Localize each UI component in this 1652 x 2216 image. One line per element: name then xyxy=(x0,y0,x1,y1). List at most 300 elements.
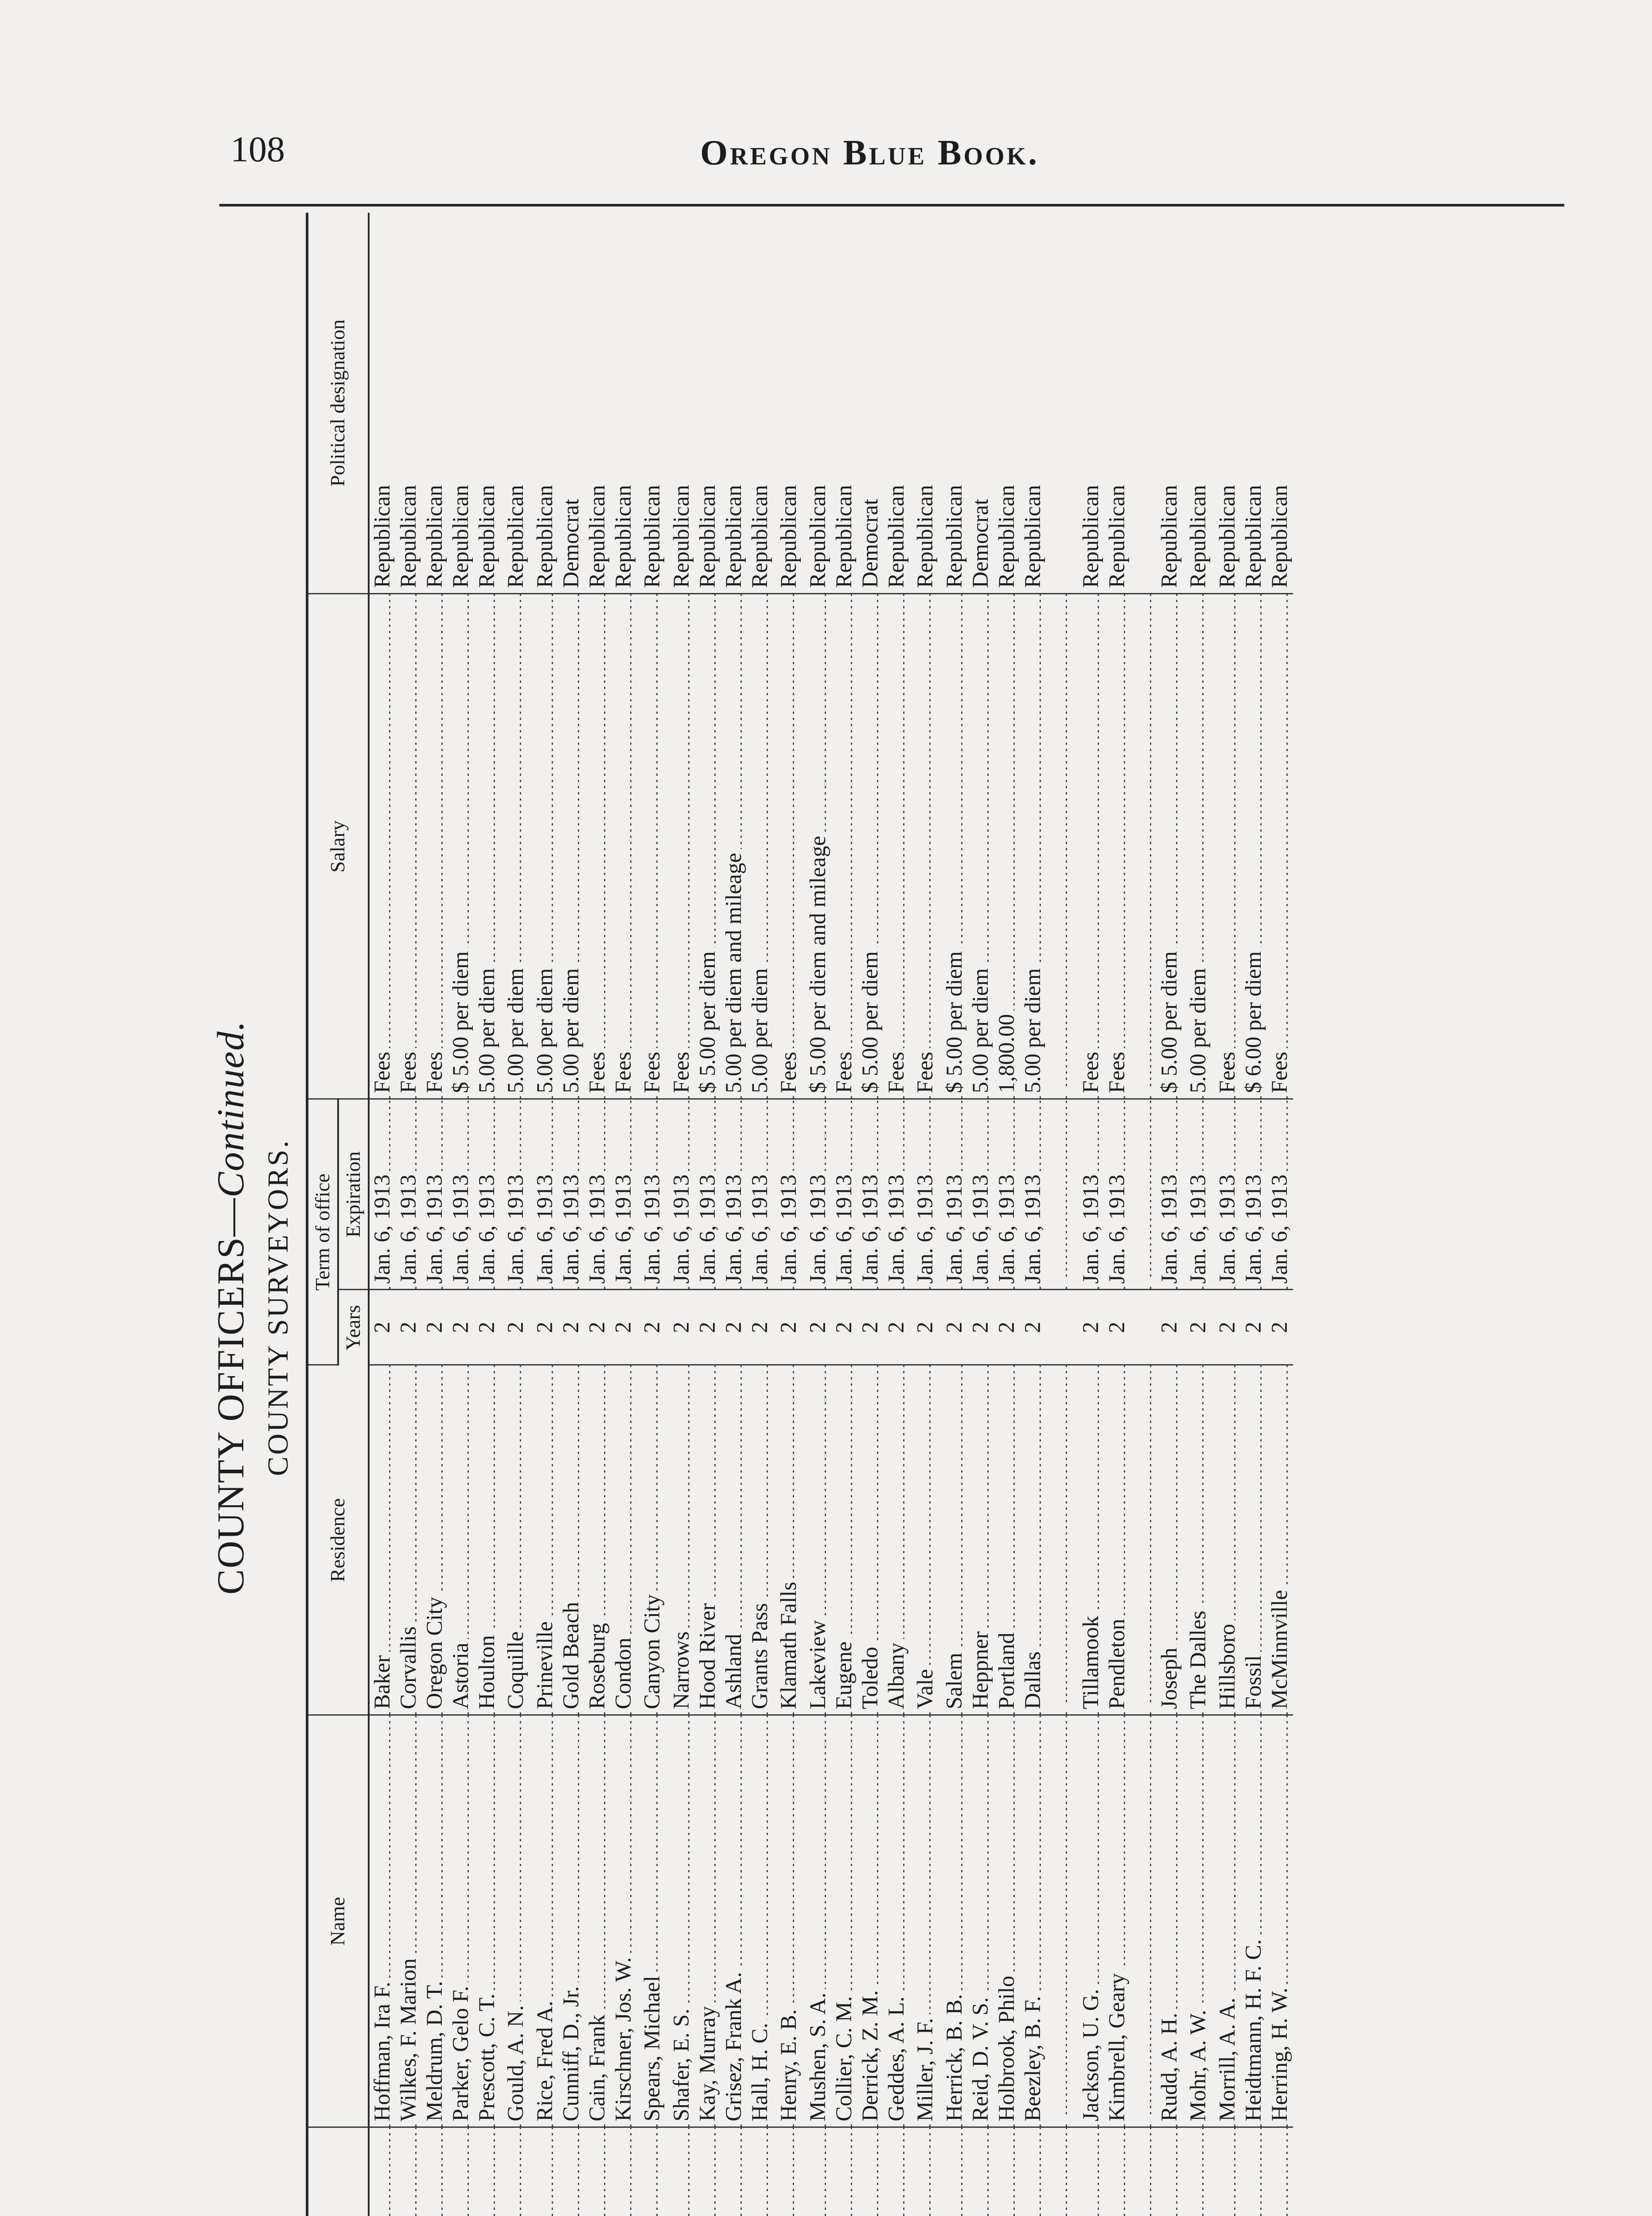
expiration-cell xyxy=(396,1099,422,1290)
political-cell-text: Republican xyxy=(503,485,529,588)
years-cell xyxy=(747,1290,773,1365)
political-cell-text: Republican xyxy=(1241,485,1266,588)
name-cell-text: Mohr, A. W. xyxy=(1186,2006,1211,2122)
expiration-cell-text: Jan. 6, 1913 xyxy=(1105,1171,1130,1284)
residence-cell xyxy=(721,1365,747,1715)
residence-cell xyxy=(1157,1365,1183,1715)
political-cell xyxy=(857,213,884,594)
table-row xyxy=(942,213,968,2216)
salary-cell-text: 5.00 per diem and mileage xyxy=(721,849,746,1093)
salary-cell xyxy=(1020,594,1046,1099)
name-cell xyxy=(884,1715,910,2127)
name-cell-text: Grisez, Frank A. xyxy=(721,1968,746,2121)
political-cell-text: Republican xyxy=(831,485,857,588)
header-salary: Salary xyxy=(307,594,369,1099)
title-main: COUNTY OFFICERS— xyxy=(209,1197,252,1595)
table-row xyxy=(611,213,637,2216)
expiration-cell-text: Jan. 6, 1913 xyxy=(475,1171,499,1284)
name-cell-text: Herring, H. W. xyxy=(1267,1984,1292,2122)
salary-cell xyxy=(1157,594,1183,1099)
expiration-cell xyxy=(1104,1099,1130,1290)
political-cell-text: Republican xyxy=(695,485,720,588)
table-row xyxy=(721,213,747,2216)
salary-cell-text: $ 5.00 per diem xyxy=(448,948,473,1093)
name-cell xyxy=(422,1715,448,2127)
expiration-cell-text: Jan. 6, 1913 xyxy=(370,1171,395,1284)
residence-cell xyxy=(369,1365,396,1715)
expiration-cell xyxy=(910,1099,942,1290)
county-cell xyxy=(773,2127,805,2216)
salary-cell xyxy=(1046,594,1078,1099)
salary-cell-text: Fees xyxy=(1267,1048,1292,1093)
expiration-cell-text: Jan. 6, 1913 xyxy=(559,1171,584,1284)
residence-cell xyxy=(558,1365,584,1715)
expiration-cell xyxy=(805,1099,831,1290)
table-row xyxy=(1183,213,1215,2216)
expiration-cell xyxy=(558,1099,584,1290)
salary-cell-text: Fees xyxy=(1079,1048,1103,1093)
years-cell xyxy=(396,1290,422,1365)
residence-cell-text: Coquille xyxy=(503,1628,528,1709)
expiration-cell xyxy=(422,1099,448,1290)
years-cell xyxy=(1104,1290,1130,1365)
years-cell-text: 2 xyxy=(503,1322,529,1333)
table-row xyxy=(558,213,584,2216)
table-row xyxy=(448,213,474,2216)
table-row xyxy=(884,213,910,2216)
expiration-cell xyxy=(1020,1099,1046,1290)
expiration-cell-text: Jan. 6, 1913 xyxy=(640,1171,665,1284)
name-cell-text: Meldrum, D. T. xyxy=(422,1978,447,2122)
table-row xyxy=(968,213,994,2216)
salary-cell xyxy=(747,594,773,1099)
political-cell-text: Republican xyxy=(1215,485,1240,588)
residence-cell xyxy=(994,1365,1020,1715)
political-cell xyxy=(369,213,396,594)
political-cell-text: Republican xyxy=(422,485,447,588)
residence-cell-text: Oregon City xyxy=(422,1593,447,1709)
salary-cell xyxy=(994,594,1020,1099)
salary-cell-text: Fees xyxy=(832,1048,857,1093)
residence-cell xyxy=(1078,1365,1104,1715)
residence-cell-text: Houlton xyxy=(475,1631,499,1709)
name-cell xyxy=(857,1715,884,2127)
residence-cell-text: Lakeview xyxy=(806,1616,830,1709)
header-rule xyxy=(219,204,1564,207)
surveyors-table xyxy=(306,213,1293,2216)
residence-cell xyxy=(1020,1365,1046,1715)
salary-cell xyxy=(474,594,500,1099)
residence-cell xyxy=(396,1365,422,1715)
salary-cell xyxy=(1078,594,1104,1099)
table-subtitle: COUNTY SURVEYORS. xyxy=(262,1139,294,1476)
county-cell xyxy=(1183,2127,1215,2216)
salary-cell xyxy=(942,594,968,1099)
political-cell xyxy=(669,213,695,594)
name-cell-text: Cain, Frank xyxy=(585,2011,610,2122)
county-cell xyxy=(369,2127,396,2216)
salary-cell xyxy=(1104,594,1130,1099)
residence-cell xyxy=(910,1365,942,1715)
name-cell xyxy=(637,1715,669,2127)
salary-cell-text: 5.00 per diem xyxy=(1186,965,1211,1093)
salary-cell-text: 5.00 per diem xyxy=(475,965,499,1093)
residence-cell-text: Corvallis xyxy=(396,1623,421,1709)
name-cell xyxy=(584,1715,611,2127)
years-cell-text: 2 xyxy=(805,1322,830,1333)
expiration-cell-text: Jan. 6, 1913 xyxy=(913,1171,938,1284)
years-cell-text: 2 xyxy=(747,1322,772,1333)
residence-cell xyxy=(857,1365,884,1715)
page-number: 108 xyxy=(230,129,285,169)
salary-cell-text: Fees xyxy=(422,1048,447,1093)
years-cell-text: 2 xyxy=(640,1322,665,1333)
political-cell-text: Republican xyxy=(776,485,802,588)
name-cell-text: Rice, Fred A. xyxy=(533,1998,557,2122)
years-cell-text: 2 xyxy=(942,1322,967,1333)
years-cell xyxy=(1020,1290,1046,1365)
salary-cell-text: Fees xyxy=(669,1048,694,1093)
salary-cell xyxy=(1215,594,1241,1099)
years-cell-text: 2 xyxy=(695,1322,720,1333)
years-cell xyxy=(448,1290,474,1365)
residence-cell-text: Baker xyxy=(370,1652,395,1709)
salary-cell-text: 5.00 per diem xyxy=(748,965,772,1093)
county-cell xyxy=(831,2127,857,2216)
salary-cell-text: $ 5.00 per diem xyxy=(942,948,967,1093)
years-cell xyxy=(369,1290,396,1365)
years-cell-text: 2 xyxy=(1241,1322,1266,1333)
name-cell xyxy=(1104,1715,1130,2127)
residence-cell-text: Roseburg xyxy=(585,1619,610,1709)
residence-cell xyxy=(474,1365,500,1715)
table-row xyxy=(1130,213,1157,2216)
residence-cell xyxy=(1267,1365,1293,1715)
years-cell-text: 2 xyxy=(884,1322,909,1333)
name-cell xyxy=(942,1715,968,2127)
salary-cell xyxy=(910,594,942,1099)
residence-cell xyxy=(1215,1365,1241,1715)
residence-cell-text: Gold Beach xyxy=(559,1598,584,1709)
salary-cell-text: 5.00 per diem xyxy=(1021,965,1045,1093)
residence-cell-text: Eugene xyxy=(832,1638,857,1709)
expiration-cell xyxy=(611,1099,637,1290)
table-row xyxy=(1046,213,1078,2216)
name-cell xyxy=(611,1715,637,2127)
political-cell xyxy=(773,213,805,594)
political-cell xyxy=(1267,213,1293,594)
name-cell xyxy=(721,1715,747,2127)
county-cell xyxy=(637,2127,669,2216)
name-cell xyxy=(1130,1715,1157,2127)
salary-cell xyxy=(773,594,805,1099)
table-row xyxy=(396,213,422,2216)
county-cell xyxy=(747,2127,773,2216)
name-cell-text: Spears, Michael xyxy=(640,1972,665,2122)
political-cell-text: Republican xyxy=(747,485,772,588)
name-cell xyxy=(1020,1715,1046,2127)
residence-cell xyxy=(448,1365,474,1715)
political-cell xyxy=(831,213,857,594)
salary-cell-text: 5.00 per diem xyxy=(503,965,528,1093)
political-cell xyxy=(968,213,994,594)
name-cell-text: Geddes, A. L. xyxy=(884,1993,909,2122)
county-cell xyxy=(422,2127,448,2216)
name-cell xyxy=(910,1715,942,2127)
years-cell-text: 2 xyxy=(370,1322,395,1333)
residence-cell xyxy=(805,1365,831,1715)
salary-cell xyxy=(396,594,422,1099)
table-title xyxy=(208,213,253,2216)
years-cell-text: 2 xyxy=(1020,1322,1045,1333)
residence-cell-text: Astoria xyxy=(448,1639,473,1709)
political-cell xyxy=(637,213,669,594)
years-cell xyxy=(474,1290,500,1365)
salary-cell-text: $ 5.00 per diem xyxy=(1157,948,1182,1093)
expiration-cell xyxy=(500,1099,532,1290)
name-cell-text: Hoffman, Ira F. xyxy=(370,1978,395,2121)
salary-cell xyxy=(1183,594,1215,1099)
expiration-cell xyxy=(474,1099,500,1290)
years-cell xyxy=(669,1290,695,1365)
years-cell xyxy=(805,1290,831,1365)
residence-cell xyxy=(968,1365,994,1715)
political-cell xyxy=(532,213,558,594)
years-cell xyxy=(721,1290,747,1365)
years-cell xyxy=(611,1290,637,1365)
name-cell-text: Cunniff, D., Jr. xyxy=(559,1982,584,2121)
political-cell-text: Democrat xyxy=(558,499,584,588)
salary-cell xyxy=(721,594,747,1099)
name-cell xyxy=(968,1715,994,2127)
name-cell-text: Herrick, B. B. xyxy=(942,1990,967,2122)
name-cell xyxy=(831,1715,857,2127)
expiration-cell xyxy=(1215,1099,1241,1290)
expiration-cell xyxy=(884,1099,910,1290)
political-cell-text: Republican xyxy=(370,485,395,588)
header-name: Name xyxy=(307,1715,369,2127)
county-cell xyxy=(942,2127,968,2216)
rotated-table-block xyxy=(208,213,1555,2216)
name-cell-text: Kirschner, Jos. W. xyxy=(611,1954,636,2122)
political-cell xyxy=(721,213,747,594)
political-cell xyxy=(611,213,637,594)
salary-cell-text: Fees xyxy=(585,1048,610,1093)
salary-cell xyxy=(968,594,994,1099)
name-cell-text: Reid, D. V. S. xyxy=(968,1994,993,2121)
table-row xyxy=(1157,213,1183,2216)
expiration-cell-text xyxy=(1131,1280,1156,1284)
political-cell xyxy=(884,213,910,594)
political-cell xyxy=(1078,213,1104,594)
salary-cell-text: Fees xyxy=(396,1048,421,1093)
residence-cell-text: Narrows xyxy=(669,1628,694,1709)
name-cell-text: Beezley, B. F. xyxy=(1021,1993,1045,2122)
expiration-cell-text: Jan. 6, 1913 xyxy=(1267,1171,1292,1284)
residence-cell-text: Joseph xyxy=(1157,1644,1182,1709)
political-cell-text: Republican xyxy=(640,485,665,588)
table-row xyxy=(747,213,773,2216)
expiration-cell-text: Jan. 6, 1913 xyxy=(721,1171,746,1284)
residence-cell xyxy=(584,1365,611,1715)
years-cell-text: 2 xyxy=(831,1322,857,1333)
political-cell-text: Republican xyxy=(721,485,746,588)
residence-cell xyxy=(1183,1365,1215,1715)
residence-cell-text: Hillsboro xyxy=(1215,1620,1240,1709)
residence-cell xyxy=(1046,1365,1078,1715)
years-cell xyxy=(1241,1290,1267,1365)
salary-cell xyxy=(884,594,910,1099)
residence-cell xyxy=(1241,1365,1267,1715)
table-row xyxy=(1078,213,1104,2216)
residence-cell xyxy=(773,1365,805,1715)
expiration-cell-text xyxy=(1049,1280,1074,1284)
years-cell-text: 2 xyxy=(422,1322,447,1333)
years-cell-text: 2 xyxy=(396,1322,421,1333)
table-row xyxy=(1020,213,1046,2216)
residence-cell-text: Dallas xyxy=(1021,1648,1045,1709)
political-cell xyxy=(1020,213,1046,594)
county-cell xyxy=(1267,2127,1293,2216)
political-cell xyxy=(994,213,1020,594)
political-cell xyxy=(396,213,422,594)
years-cell xyxy=(584,1290,611,1365)
name-cell xyxy=(396,1715,422,2127)
name-cell xyxy=(773,1715,805,2127)
table-body xyxy=(369,213,1293,2216)
political-cell xyxy=(1046,213,1078,594)
residence-cell-text: Grants Pass xyxy=(748,1600,772,1709)
table-row xyxy=(1215,213,1241,2216)
residence-cell-text: Tillamook xyxy=(1079,1612,1103,1709)
running-head: Oregon Blue Book. xyxy=(700,133,1040,172)
expiration-cell-text: Jan. 6, 1913 xyxy=(448,1171,473,1284)
county-cell xyxy=(695,2127,721,2216)
expiration-cell xyxy=(1078,1099,1104,1290)
political-cell xyxy=(1130,213,1157,594)
salary-cell-text: Fees xyxy=(640,1048,665,1093)
years-cell-text: 2 xyxy=(1215,1322,1240,1333)
county-cell xyxy=(1020,2127,1046,2216)
county-cell xyxy=(805,2127,831,2216)
name-cell xyxy=(558,1715,584,2127)
expiration-cell-text: Jan. 6, 1913 xyxy=(611,1171,636,1284)
years-cell-text: 2 xyxy=(968,1322,993,1333)
years-cell xyxy=(994,1290,1020,1365)
name-cell xyxy=(695,1715,721,2127)
political-cell-text: Democrat xyxy=(857,499,883,588)
county-cell xyxy=(448,2127,474,2216)
salary-cell xyxy=(584,594,611,1099)
residence-cell-text: Vale xyxy=(913,1666,938,1709)
political-cell-text: Republican xyxy=(913,485,938,588)
table-row xyxy=(637,213,669,2216)
expiration-cell-text: Jan. 6, 1913 xyxy=(942,1171,967,1284)
political-cell-text: Republican xyxy=(611,485,636,588)
expiration-cell-text: Jan. 6, 1913 xyxy=(832,1171,857,1284)
salary-cell xyxy=(448,594,474,1099)
expiration-cell xyxy=(637,1099,669,1290)
political-cell-text: Republican xyxy=(474,485,499,588)
years-cell xyxy=(773,1290,805,1365)
county-cell xyxy=(910,2127,942,2216)
years-cell-text: 2 xyxy=(584,1322,610,1333)
years-cell-text: 2 xyxy=(857,1322,883,1333)
residence-cell-text: The Dalles xyxy=(1186,1607,1211,1709)
expiration-cell xyxy=(1046,1099,1078,1290)
years-cell xyxy=(884,1290,910,1365)
years-cell xyxy=(558,1290,584,1365)
expiration-cell-text: Jan. 6, 1913 xyxy=(806,1171,830,1284)
years-cell xyxy=(532,1290,558,1365)
county-cell xyxy=(669,2127,695,2216)
expiration-cell-text: Jan. 6, 1913 xyxy=(968,1171,993,1284)
years-cell xyxy=(422,1290,448,1365)
name-cell xyxy=(994,1715,1020,2127)
salary-cell-text: Fees xyxy=(611,1048,636,1093)
expiration-cell xyxy=(1241,1099,1267,1290)
political-cell-text: Democrat xyxy=(968,499,993,588)
name-cell xyxy=(669,1715,695,2127)
table-row xyxy=(805,213,831,2216)
salary-cell-text: 5.00 per diem xyxy=(533,965,557,1093)
county-cell xyxy=(532,2127,558,2216)
name-cell-text: Miller, J. F. xyxy=(913,2014,938,2121)
county-cell xyxy=(1130,2127,1157,2216)
county-cell xyxy=(584,2127,611,2216)
residence-cell-text: Ashland xyxy=(721,1631,746,1709)
expiration-cell-text: Jan. 6, 1913 xyxy=(669,1171,694,1284)
salary-cell-text: $ 5.00 per diem xyxy=(858,948,883,1093)
salary-cell xyxy=(369,594,396,1099)
residence-cell-text: Toledo xyxy=(858,1643,883,1709)
salary-cell xyxy=(831,594,857,1099)
years-cell-text: 2 xyxy=(474,1322,499,1333)
years-cell xyxy=(1215,1290,1241,1365)
salary-cell-text: Fees xyxy=(884,1048,909,1093)
residence-cell-text: Condon xyxy=(611,1634,636,1709)
expiration-cell-text: Jan. 6, 1913 xyxy=(695,1171,720,1284)
county-cell xyxy=(1241,2127,1267,2216)
name-cell-text: Prescott, C. T. xyxy=(475,1990,499,2122)
name-cell-text: Kimbrell, Geary xyxy=(1105,1970,1130,2121)
political-cell xyxy=(474,213,500,594)
residence-cell xyxy=(669,1365,695,1715)
years-cell xyxy=(1046,1290,1078,1365)
expiration-cell-text: Jan. 6, 1913 xyxy=(884,1171,909,1284)
header-expiration: Expiration xyxy=(338,1099,369,1290)
name-cell xyxy=(1241,1715,1267,2127)
political-cell xyxy=(584,213,611,594)
expiration-cell xyxy=(968,1099,994,1290)
name-cell xyxy=(805,1715,831,2127)
name-cell xyxy=(532,1715,558,2127)
residence-cell-text: Canyon City xyxy=(640,1591,665,1709)
table-row xyxy=(474,213,500,2216)
residence-cell xyxy=(500,1365,532,1715)
name-cell-text: Morrill, A. A. xyxy=(1215,1994,1240,2121)
county-cell xyxy=(1215,2127,1241,2216)
salary-cell xyxy=(1130,594,1157,1099)
table-row xyxy=(994,213,1020,2216)
county-cell xyxy=(968,2127,994,2216)
years-cell xyxy=(968,1290,994,1365)
name-cell xyxy=(448,1715,474,2127)
salary-cell-text: 1,800.00 xyxy=(994,1010,1019,1093)
salary-cell-text: Fees xyxy=(370,1048,395,1093)
county-cell xyxy=(558,2127,584,2216)
salary-cell-text: $ 5.00 per diem xyxy=(695,948,720,1093)
